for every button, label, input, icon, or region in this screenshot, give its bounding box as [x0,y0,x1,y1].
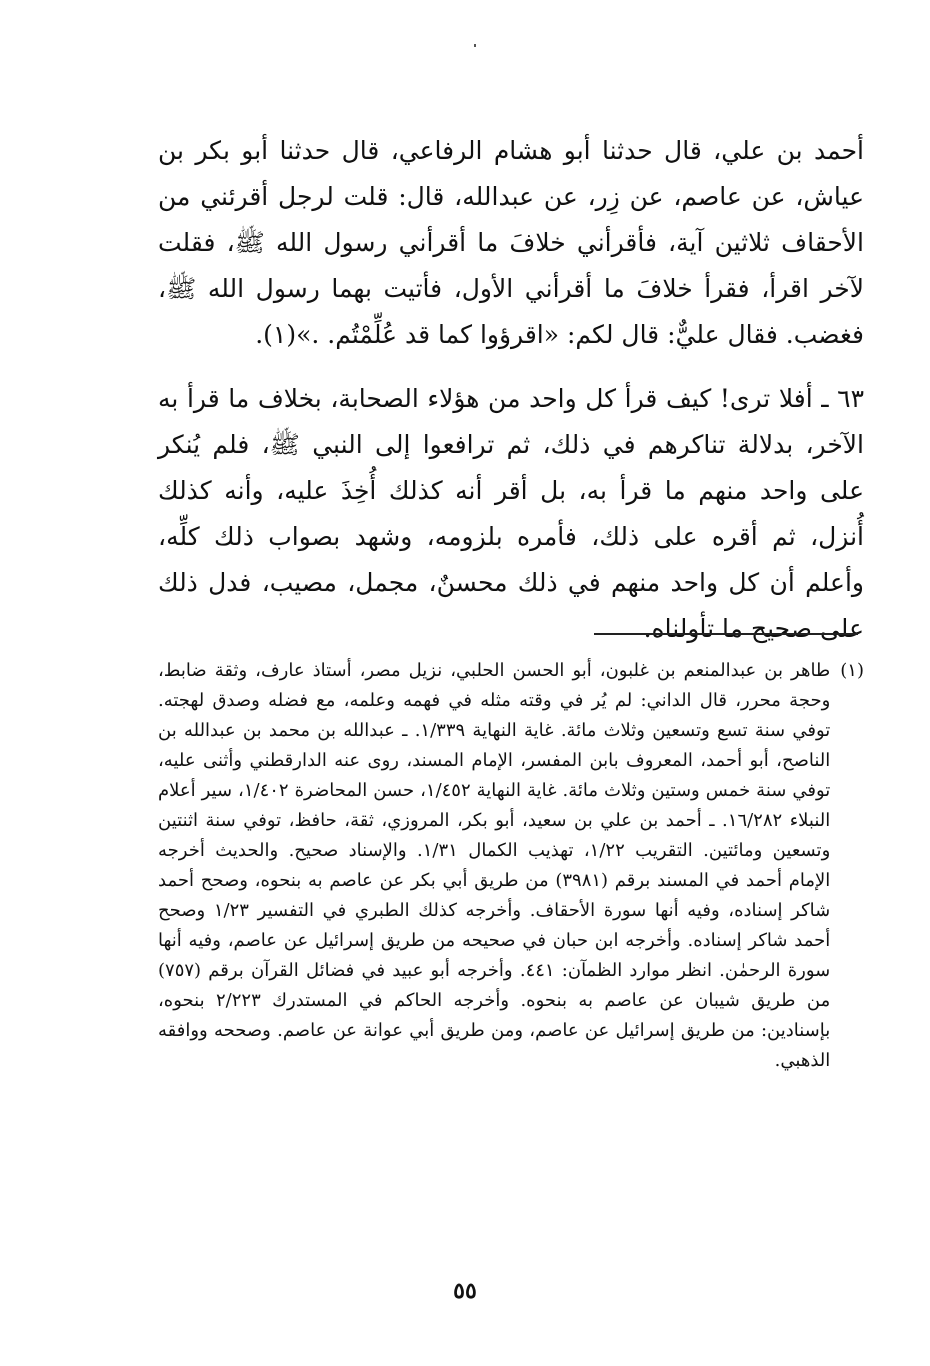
footnote-bio-1: طاهر بن عبدالمنعم بن غلبون، أبو الحسن الحلبي، نزيل مصر، أستاذ عارف، وثقة ضابط، وحجة محرر، قال الداني: لم يُر في وقته مثله في فهمه وعلمه، مع فضله وصدق لهجته. توفي سنة تسع وتسعين وثلاث مائة. غاية النهاية ١/٣٣٩. [158,660,831,741]
footnote-bio-2: ـ عبدالله بن محمد بن عبدالله بن الناصح، أبو أحمد، المعروف بابن المفسر، الإمام المسند، روى عنه الدارقطني وأثنى عليه، توفي سنة خمس وستين وثلاث مائة. غاية النهاية ١/٤٥٢، حسن المحاضرة ١/٤٠٢، سير أعلام النبلاء ١٦/٢٨٢. [158,720,831,831]
footnote-1 [158,656,864,1076]
print-speck [474,44,476,47]
footnote-bio-3: ـ أحمد بن علي بن سعيد، أبو بكر، المروزي، ثقة، حافظ، توفي سنة اثنتين وتسعين ومائتين. التقريب ١/٢٢، تهذيب الكمال ١/٣١. [158,810,831,861]
footnote-takhrij-2: وأخرجه كذلك الطبري في التفسير ١/٢٣ وصحح أحمد شاكر إسناده. [158,900,831,951]
footnotes [158,656,864,1076]
footnote-isnad: والإسناد صحيح. [288,840,407,861]
paragraph-2: ٦٣ ـ أفلا ترى! كيف قرأ كل واحد من هؤلاء الصحابة، بخلاف ما قرأ به الآخر، بدلالة تناكرهم في ذلك، ثم ترافعوا إلى النبي ﷺ، فلم يُنكر على واحد منهم ما قرأ به، بل أقر أنه كذلك أُخِذَ عليه، وأنه كذلك أُنزل، ثم أقره على ذلك، فأمره بلزومه، وشهد بصواب ذلك كلِّه، وأعلم أن كل واحد منهم في ذلك محسنٌ، مجمل، مصيب، فدل ذلك على صحيح ما تأولناه. [158,384,864,643]
footnote-takhrij-5: وأخرجه الحاكم في المستدرك ٢/٢٢٣ بنحوه، بإسنادين: من طريق إسرائيل عن عاصم، ومن طريق أبي عوانة عن عاصم. وصححه ووافقه الذهبي. [158,990,831,1071]
footnote-takhrij-3: وأخرجه ابن حبان في صحيحه من طريق إسرائيل عن عاصم، وفيه أنها سورة الرحمٰن. انظر موارد الظمآن: ٤٤١. [158,930,831,981]
main-text [158,128,864,652]
footnote-takhrij-4: وأخرجه أبو عبيد في فضائل القرآن برقم (٧٥٧) من طريق شيبان عن عاصم به بنحوه. [158,960,831,1011]
page-number: ٥٥ [453,1278,477,1304]
footnote-body [158,656,830,1076]
paragraph-1: أحمد بن علي، قال حدثنا أبو هشام الرفاعي، قال حدثنا أبو بكر بن عياش، عن عاصم، عن زِر، عن عبدالله، قال: قلت لرجل أقرئني من الأحقاف ثلاثين آية، فأقرأني خلافَ ما أقرأني رسول الله ﷺ، فقلت لآخر اقرأ، فقرأ خلافَ ما أقرأني الأول، فأتيت بهما رسول الله ﷺ، فغضب. فقال عليٌّ: قال لكم: «اقرؤوا كما قد عُلِّمْتُم. .»(١). [158,136,864,349]
footnote-separator [594,633,858,635]
footnote-marker: (١) [840,660,864,681]
footnote-takhrij-1: والحديث أخرجه الإمام أحمد في المسند برقم (٣٩٨١) من طريق أبي بكر عن عاصم به بنحوه، وصحح أحمد شاكر إسناده، وفيه أنها سورة الأحقاف. [158,840,831,921]
